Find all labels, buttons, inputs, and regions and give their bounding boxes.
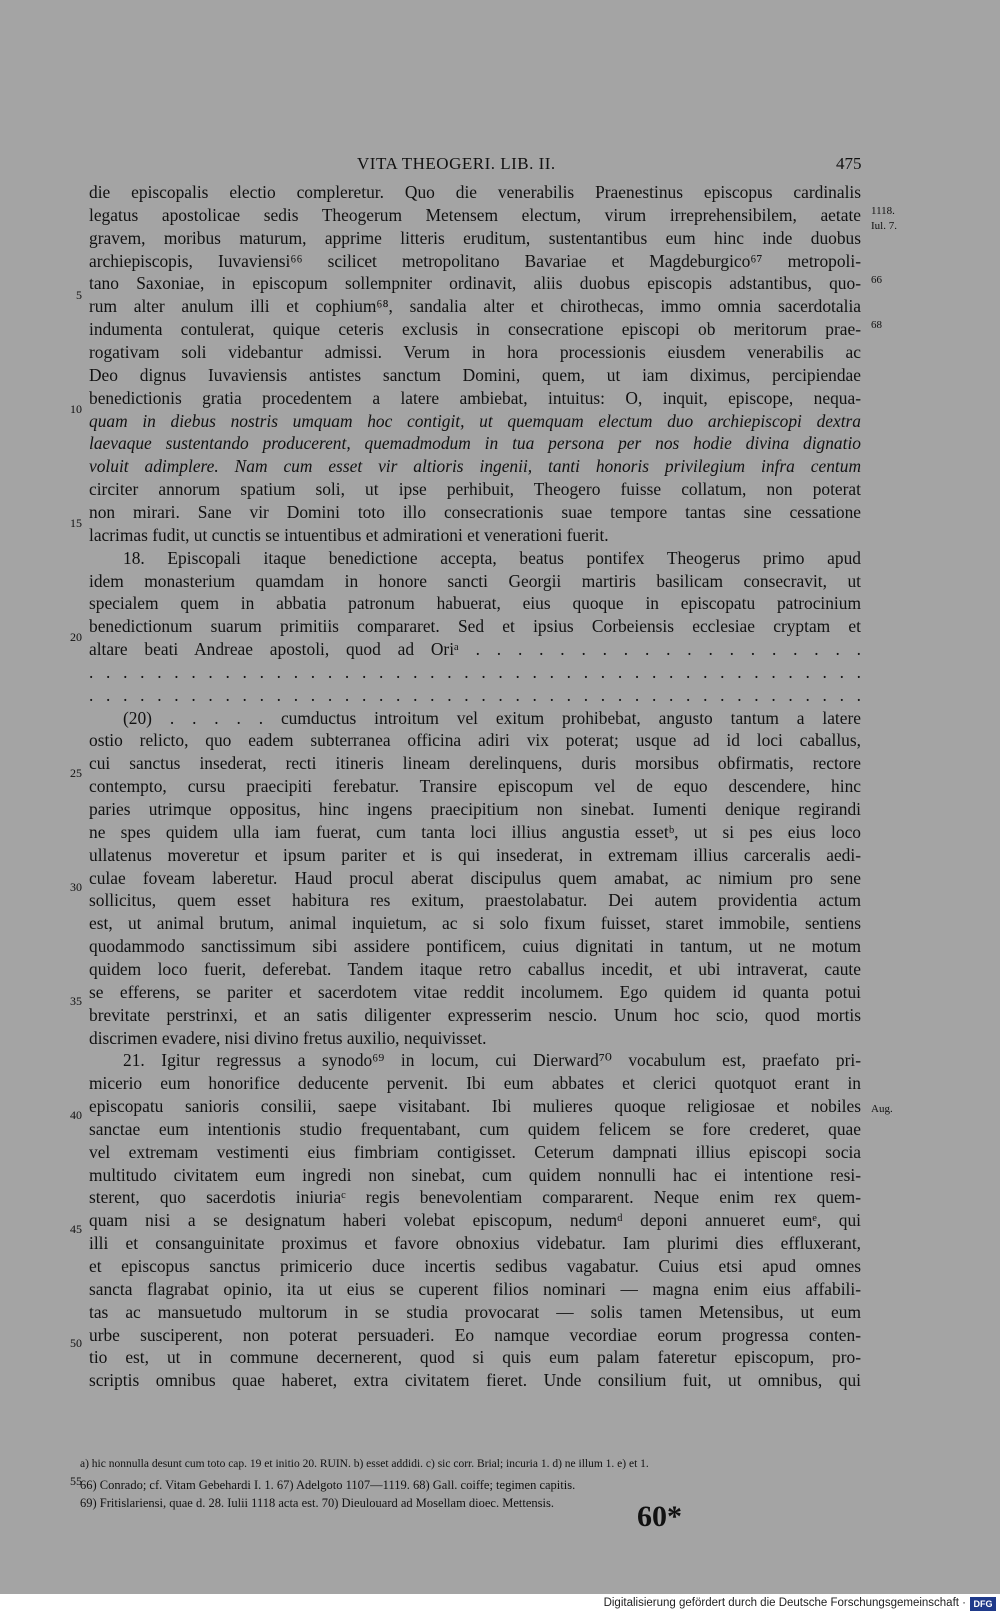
text-line: archiepiscopis, Iuvaviensi⁶⁶ scilicet metropolitano Bavariae et Magdeburgico⁶⁷ metropoli- [89,250,861,271]
line-number: 30 [70,880,82,894]
text-line: (20) . . . . . cumductus introitum vel exitum prohibebat, angusto tantum a latere [123,707,861,728]
line-number: 15 [70,516,82,530]
text-line: specialem quem in abbatia patronum habuerat, eius quoque in episcopatu patrocinium [89,593,861,614]
text-line: multitudo civitatem eum ingredi non sinebat, cum quidem nonnulli hac ei intentione resi- [89,1164,861,1185]
margin-note-month: Aug. [871,1103,893,1115]
margin-note-ref: 68 [871,319,882,331]
text-line: voluit adimplere. Nam cum esset vir altioris ingenii, tanti honoris privilegium infra centum [89,456,861,477]
text-line: sanctae eum intentionis studio frequentabant, cum quidem felicem se fore crederet, quae [89,1118,861,1139]
text-line: episcopatu sanioris consilii, saepe visitabant. Ibi mulieres quoque religiosae et nobiles [89,1096,861,1116]
footer-credit: Digitalisierung gefördert durch die Deutsche Forschungsgemeinschaft · [603,1597,966,1609]
page-header [0,154,1000,180]
text-line: tio est, ut in commune decernerent, quod si quis eum palam fateretur episcopum, pro- [89,1347,861,1368]
digitization-footer [0,1594,1000,1616]
text-line: quam nisi a se designatum haberi volebat episcopum, nedumᵈ deponi annueret eumᵉ, qui [89,1210,861,1231]
signature-mark: 60* [637,1500,682,1533]
margin-note-date: Iul. 7. [871,220,897,232]
text-line: illi et consanguinitate proximus et favore obnoxius videbatur. Iam plurimi dies effluxerant, [89,1233,861,1254]
text-line: ullatenus moveretur et ipsum pariter et is qui insederat, in extremam illius carceralis aedi- [89,844,861,865]
text-line: . . . . . . . . . . . . . . . . . . . . . . . . . . . . . . . . . . . . . . . . . . . . . . [89,661,861,682]
running-title: VITA THEOGERI. LIB. II. [357,154,556,173]
text-line: non mirari. Sane vir Domini toto illo consecrationis suae tempore tantas sine cessatione [89,501,861,522]
text-line: contempto, cursu praecipiti ferebatur. Transire episcopum vel de equo descendere, hinc [89,776,861,797]
text-line: quam in diebus nostris umquam hoc contigit, ut quemquam electum duo archiepiscopi dextra [89,410,861,431]
text-line: sancta flagrabat opinio, ita ut eius se cuperent filios nominari — magna enim eius affabili- [89,1278,861,1299]
text-line: brevitate perstrinxi, et an satis diligenter expresserim nescio. Unum hoc scio, quod mortis [89,1004,861,1025]
text-line: ostio relicto, quo eadem subterranea officina adiri vix poterat; usque ad id loci caballus, [89,730,861,751]
text-line: scriptis omnibus quae haberet, extra civitatem fieret. Unde consilium fuit, ut omnibus, qui [89,1370,861,1391]
text-line: altare beati Andreae apostoli, quod ad Oriᵃ . . . . . . . . . . . . . . . . . . . [89,639,861,659]
text-line: quidem loco fuerit, deferebat. Tandem itaque retro caballus incedit, et ubi intraverat, caute [89,958,861,979]
margin-note-ref: 66 [871,274,882,286]
text-line: circiter annorum spatium soli, ut ipse perhibuit, Theogero fuisse collatum, non poterat [89,479,861,500]
page-number: 475 [836,154,862,173]
text-line: tas ac mansuetudo multorum in se studia provocarat — solis tamen Metensibus, ut eum [89,1301,861,1322]
text-line: indumenta contulerat, quique ceteris exclusis in consecratione episcopi ob meritorum prae- [89,319,861,340]
text-line: vel extremam vestimenti eius fimbriam contigisset. Ceterum dampnati illius episcopi socia [89,1141,861,1162]
footnote-line: 69) Fritislariensi, quae d. 28. Iulii 1118 acta est. 70) Dieulouard ad Mosellam dioec. Mettensis. [80,1496,554,1510]
line-number: 20 [70,630,82,644]
text-line: idem monasterium quamdam in honore sancti Georgii martiris basilicam consecravit, ut [89,570,861,591]
text-line: ne spes quidem ulla iam fuerat, cum tanta loci illius angustia essetᵇ, ut si pes eius loco [89,821,861,842]
line-number: 5 [76,288,82,302]
dfg-logo: DFG [970,1597,996,1611]
text-line: . . . . . . . . . . . . . . . . . . . . . . . . . . . . . . . . . . . . . . . . . . . . . . [89,684,861,705]
text-line: cui sanctus insederat, recti itineris lineam derelinquens, duris morsibus obfirmatis, rectore [89,753,861,774]
text-line: sollicitus, quem esset habitura res exitum, praestolabatur. Dei autem providentia actum [89,890,861,911]
footnote-line: 66) Conrado; cf. Vitam Gebehardi I. 1. 67) Adelgoto 1107—1119. 68) Gall. coiffe; tegimen capitis. [80,1478,576,1492]
footnote-letters: a) hic nonnulla desunt cum toto cap. 19 et initio 20. RUIN. b) esset addidi. c) sic corr. Brial; incuria 1. d) ne illum 1. e) et 1. [80,1458,649,1470]
line-number: 25 [70,766,82,780]
text-line: 21. Igitur regressus a synodo⁶⁹ in locum, cui Dierward⁷⁰ vocabulum est, praefato pri- [123,1050,861,1071]
text-line: sterent, quo sacerdotis iniuriaᶜ regis benevolentiam compararent. Neque enim rex quem- [89,1187,861,1208]
margin-note-year: 1118. [871,205,895,217]
text-line: culae foveam laberetur. Haud procul aberat discipulus quem amabat, ac nimium pro sene [89,867,861,888]
text-line: discrimen evadere, nisi divino fretus auxilio, nequivisset. [89,1027,487,1048]
text-line: 18. Episcopali itaque benedictione accepta, beatus pontifex Theogerus primo apud [123,547,861,568]
text-line: tano Saxoniae, in episcopum sollempniter ordinavit, aliis duobus episcopis adstantibus, quo- [89,273,861,294]
line-number: 10 [70,402,82,416]
text-line: die episcopalis electio compleretur. Quo die venerabilis Praenestinus episcopus cardinalis [89,182,861,202]
text-line: rogativam soli videbantur admissi. Verum in hora processionis eiusdem venerabilis ac [89,342,861,362]
text-line: est, ut animal brutum, animal inquietum, ac si solo fixum fuisset, staret immobile, sentiens [89,913,861,934]
text-line: laevaque sustentando producerent, quemadmodum in tua persona per nos hodie divina dignatio [89,433,861,454]
text-line: rum alter anulum illi et cophium⁶⁸, sandalia alter et chirothecas, immo omnia sacerdotalia [89,296,861,317]
line-number: 50 [70,1336,82,1350]
text-line: micerio eum honorifice deducente pervenit. Ibi eum abbates et clerici quotquot erant in [89,1073,861,1094]
line-number: 55 [70,1474,82,1488]
text-line: se efferens, se pariter et sacerdotem vitae reddit incolumem. Ego quidem id quanta potui [89,981,861,1002]
text-line: paries utrimque oppositus, hinc ingens praecipitium non sinebat. Iumenti denique regirandi [89,799,861,819]
text-line: quodammodo sanctissimum sibi assidere pontificem, cuius dignitati in tantum, ut ne motum [89,936,861,957]
line-number: 45 [70,1222,82,1236]
text-line: et episcopus sanctus primicerio duce incertis sedibus vagabatur. Cuius etsi apud omnes [89,1256,861,1276]
line-number: 40 [70,1108,82,1122]
text-line: gravem, moribus maturum, apprime litteris eruditum, sustentantibus eum hinc inde duobus [89,227,861,248]
text-line: benedictionis gratia procedentem a latere ambiebat, intuitus: O, inquit, episcope, nequa- [89,387,861,408]
text-line: Deo dignus Iuvaviensis antistes sanctum Domini, quem, ut iam diximus, percipiendae [89,364,861,385]
text-line: urbe susciperent, non poterat persuaderi. Eo namque vecordiae eorum progressa conten- [89,1324,861,1345]
line-number: 35 [70,994,82,1008]
text-line: legatus apostolicae sedis Theogerum Metensem electum, virum irreprehensibilem, aetate [89,204,861,225]
text-line: lacrimas fudit, ut cunctis se intuentibus et admirationi et venerationi fuerit. [89,524,609,545]
text-line: benedictionum suarum primitiis compararet. Sed et ipsius Corbeiensis ecclesiae cryptam et [89,616,861,637]
